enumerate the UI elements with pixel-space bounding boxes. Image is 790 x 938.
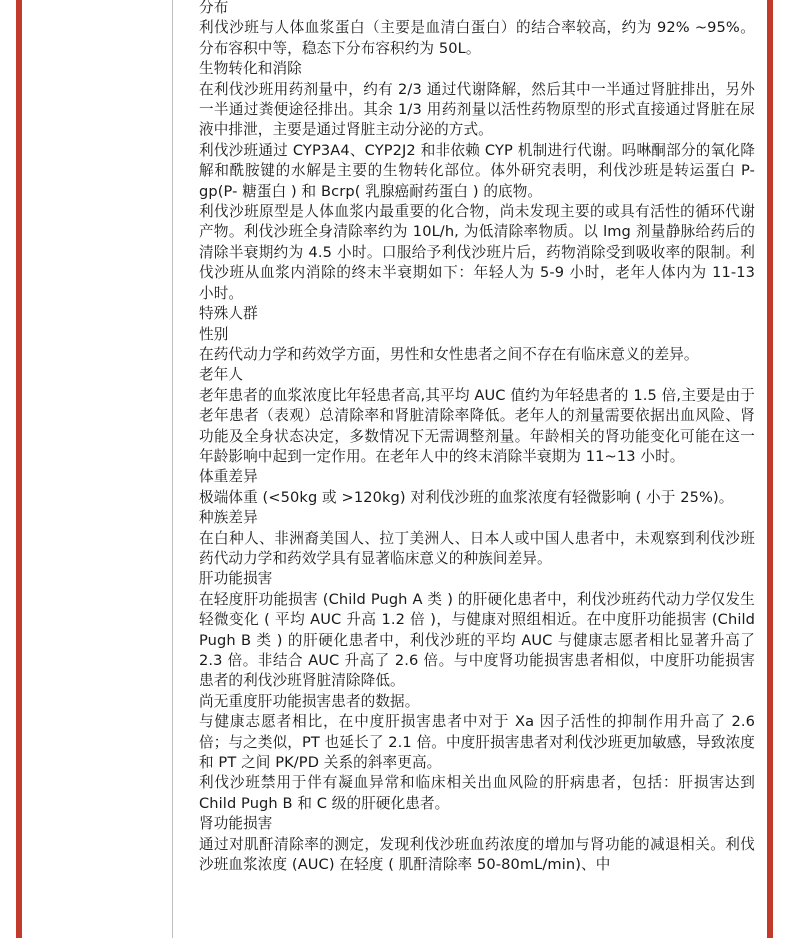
paragraph: 利伐沙班通过 CYP3A4、CYP2J2 和非依赖 CYP 机制进行代谢。吗啉酮部分的氧化降解和酰胺键的水解是主要的生物转化部位。体外研究表明，利伐沙班是转运蛋白 P-gp(P- 糖蛋白 ) 和 Bcrp( 乳腺癌耐药蛋白 ) 的底物。 — [199, 141, 755, 200]
section-heading: 特殊人群 — [199, 305, 258, 323]
section-heading: 性别 — [199, 325, 229, 343]
paragraph: 极端体重 (<50kg 或 >120kg) 对利伐沙班的血浆浓度有轻微影响 ( 小于 25%)。 — [199, 488, 734, 506]
section-heading: 肝功能损害 — [199, 570, 273, 588]
paragraph: 在药代动力学和药效学方面，男性和女性患者之间不存在有临床意义的差异。 — [199, 345, 699, 363]
section-heading: 生物转化和消除 — [199, 60, 302, 78]
section-heading: 种族差异 — [199, 509, 258, 527]
section-heading: 体重差异 — [199, 468, 258, 486]
paragraph: 利伐沙班禁用于伴有凝血异常和临床相关出血风险的肝病患者，包括：肝损害达到 Child Pugh B 和 C 级的肝硬化患者。 — [199, 774, 755, 812]
page-border-right — [767, 0, 773, 938]
document-body — [199, 0, 755, 875]
paragraph: 利伐沙班与人体血浆蛋白（主要是血清白蛋白）的结合率较高，约为 92% ~95%。分布容积中等，稳态下分布容积约为 50L。 — [199, 19, 755, 57]
paragraph: 在白种人、非洲裔美国人、拉丁美洲人、日本人或中国人患者中，未观察到利伐沙班药代动力学和药效学具有显著临床意义的种族间差异。 — [199, 529, 755, 567]
paragraph: 老年患者的血浆浓度比年轻患者高,其平均 AUC 值约为年轻患者的 1.5 倍,主要是由于老年患者（表观）总清除率和肾脏清除率降低。老年人的剂量需要依据出血风险、肾功能及全身状态决定，多数情况下无需调整剂量。年龄相关的肾功能变化可能在这一年龄影响中起到一定作用。在老年人中的终末消除半衰期为 11~13 小时。 — [199, 386, 755, 465]
paragraph: 在轻度肝功能损害 (Child Pugh A 类 ) 的肝硬化患者中，利伐沙班药代动力学仅发生轻微变化 ( 平均 AUC 升高 1.2 倍 )，与健康对照组相近。在中度肝功能损害 (Child Pugh B 类 ) 的肝硬化患者中，利伐沙班的平均 AUC 与健康志愿者相比显著升高了 2.3 倍。非结合 AUC 升高了 2.6 倍。与中度肾功能损害患者相似，中度肝功能损害患者的利伐沙班肾脏清除降低。 — [199, 590, 755, 690]
section-heading: 分布 — [199, 0, 229, 16]
section-heading: 肾功能损害 — [199, 815, 273, 833]
paragraph: 尚无重度肝功能损害患者的数据。 — [199, 692, 420, 710]
paragraph: 在利伐沙班用药剂量中，约有 2/3 通过代谢降解，然后其中一半通过肾脏排出，另外一半通过粪便途径排出。其余 1/3 用药剂量以活性药物原型的形式直接通过肾脏在尿液中排泄，主要是通过肾脏主动分泌的方式。 — [199, 80, 755, 139]
paragraph: 利伐沙班原型是人体血浆内最重要的化合物，尚未发现主要的或具有活性的循环代谢产物。利伐沙班全身清除率约为 10L/h, 为低清除率物质。以 lmg 剂量静脉给药后的清除半衰期约为 4.5 小时。口服给予利伐沙班片后，药物消除受到吸收率的限制。利伐沙班从血浆内消除的终末半衰期如下：年轻人为 5-9 小时，老年人体内为 11-13 小时。 — [199, 203, 755, 302]
page-border-left — [16, 0, 22, 938]
column-divider — [172, 0, 173, 938]
section-heading: 老年人 — [199, 366, 244, 384]
paragraph: 通过对肌酐清除率的测定，发现利伐沙班血药浓度的增加与肾功能的减退相关。利伐沙班血浆浓度 (AUC) 在轻度 ( 肌酐清除率 50-80mL/min)、中 — [199, 835, 755, 874]
paragraph: 与健康志愿者相比，在中度肝损害患者中对于 Xa 因子活性的抑制作用升高了 2.6 倍；与之类似，PT 也延长了 2.1 倍。中度肝损害患者对利伐沙班更加敏感，导致浓度和 PT 之间 PK/PD 关系的斜率更高。 — [199, 713, 755, 772]
